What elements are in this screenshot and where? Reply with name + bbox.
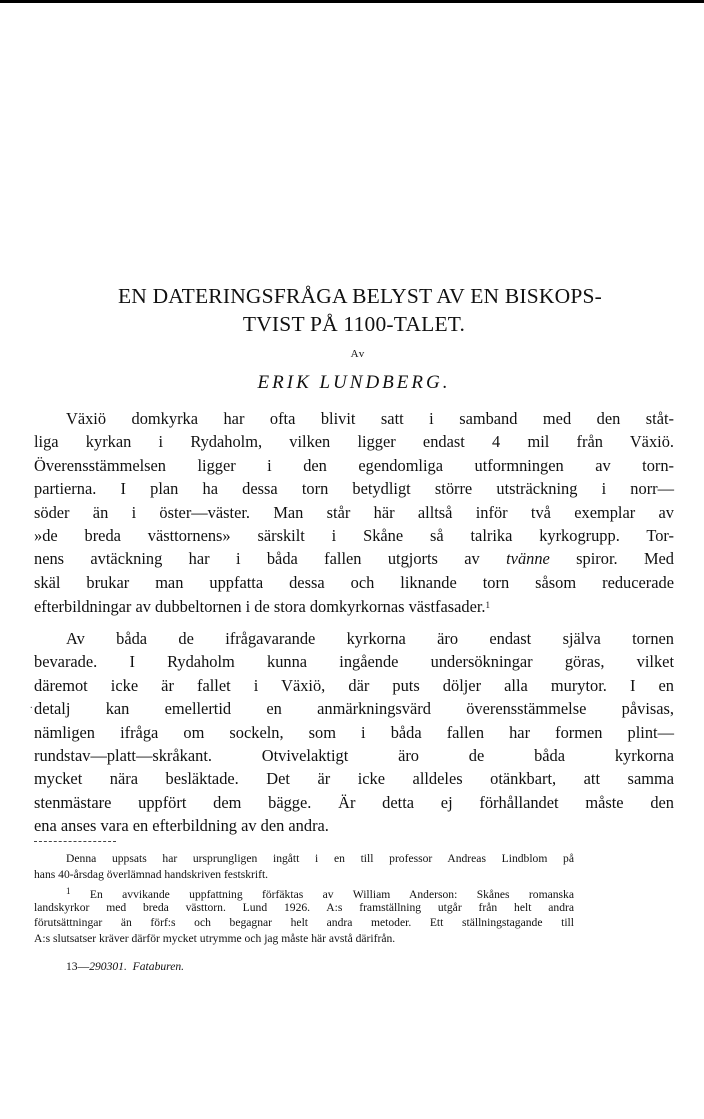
footnote-line: landskyrkor med breda västtorn. Lund 1926. A:s framställning utgår från helt andra bbox=[34, 900, 574, 914]
byline-by: Av bbox=[350, 348, 366, 360]
text-line: ena anses vara en efterbildning av den andra. bbox=[34, 816, 329, 836]
paragraph-2 bbox=[34, 627, 674, 838]
footnote-line: A:s slutsatser kräver därför mycket utrymme och jag måste här avstå därifrån. bbox=[34, 931, 396, 945]
scan-speck: . bbox=[30, 700, 33, 711]
text-line: stenmästare uppfört dem bägge. Är detta ej förhållandet måste den bbox=[34, 792, 674, 812]
text-line: Av båda de ifrågavarande kyrkorna äro endast själva tornen bbox=[66, 629, 674, 648]
footnote-line: förutsättningar än förf:s och begagnar helt andra metoder. Ett ställningstagande till bbox=[34, 916, 574, 930]
footnote-general bbox=[34, 851, 574, 882]
text-line: Överensstämmelsen ligger i den egendomliga utformningen av torn- bbox=[34, 455, 674, 475]
italic-word: tvänne bbox=[506, 549, 550, 569]
text-line bbox=[34, 594, 674, 617]
paragraph-1 bbox=[34, 407, 674, 618]
text-line: liga kyrkan i Rydaholm, vilken ligger endast 4 mil från Växiö. bbox=[34, 432, 674, 452]
text-line: rundstav—platt—skråkant. Otvivelaktigt äro de båda kyrkorna bbox=[34, 745, 674, 765]
text-line: partierna. I plan ha dessa torn betydligt större utsträckning i norr— bbox=[34, 479, 674, 499]
text-line-content: efterbildningar av dubbeltornen i de stora domkyrkornas västfasader. bbox=[34, 597, 486, 617]
text-line-with-italic: nens avtäckning har i båda fallen utgjorts av tvänne spiror. Med bbox=[34, 549, 675, 569]
author-name: ERIK LUNDBERG. bbox=[257, 372, 451, 393]
footnote-1-mark: 1 bbox=[66, 886, 71, 896]
text-line: »de breda västtornens» särskilt i Skåne så talrika kyrkogrupp. Tor- bbox=[34, 525, 674, 545]
text-line: skäl brukar man uppfatta dessa och liknande torn såsom reducerade bbox=[34, 572, 674, 592]
footnote-line-content: En avvikande uppfattning förfäktas av William Anderson: Skånes romanska bbox=[89, 888, 574, 901]
text-line: däremot icke är fallet i Växiö, där puts döljer alla murytor. I en bbox=[34, 675, 674, 695]
text-line: detalj kan emellertid en anmärkningsvärd överensstämmelse påvisas, bbox=[34, 699, 674, 719]
page-top-border bbox=[0, 0, 704, 3]
text-line: bevarade. I Rydaholm kunna ingående undersökningar göras, vilket bbox=[34, 652, 674, 672]
footnote-line bbox=[34, 884, 574, 900]
page-ref-prefix: 13— bbox=[66, 960, 90, 973]
article-title-line-1: EN DATERINGSFRÅGA BELYST AV EN BISKOPS- bbox=[117, 284, 603, 308]
footnote-separator bbox=[34, 841, 116, 842]
footnote-line: Denna uppsats har ursprungligen ingått i en till professor Andreas Lindblom på bbox=[66, 852, 574, 865]
footnote-line: hans 40-årsdag överlämnad handskriven festskrift. bbox=[34, 867, 269, 881]
text-line: Växiö domkyrka har ofta blivit satt i samband med den ståt- bbox=[66, 409, 674, 428]
page-ref-code: 290301. bbox=[89, 960, 127, 973]
text-line: söder än i öster—väster. Man står här alltså inför två exemplar av bbox=[34, 502, 674, 522]
text-line: mycket nära besläktade. Det är icke alldeles otänkbart, att samma bbox=[34, 769, 674, 789]
article-title-line-2: TVIST PÅ 1100-TALET. bbox=[242, 312, 466, 336]
page-ref-source: Fataburen. bbox=[132, 960, 185, 973]
footnote-1 bbox=[34, 884, 574, 946]
page-reference bbox=[66, 960, 184, 973]
footnote-reference-1[interactable]: 1 bbox=[485, 600, 491, 611]
text-line: nämligen ifråga om sockeln, som i båda fallen har formen plint— bbox=[34, 722, 674, 742]
